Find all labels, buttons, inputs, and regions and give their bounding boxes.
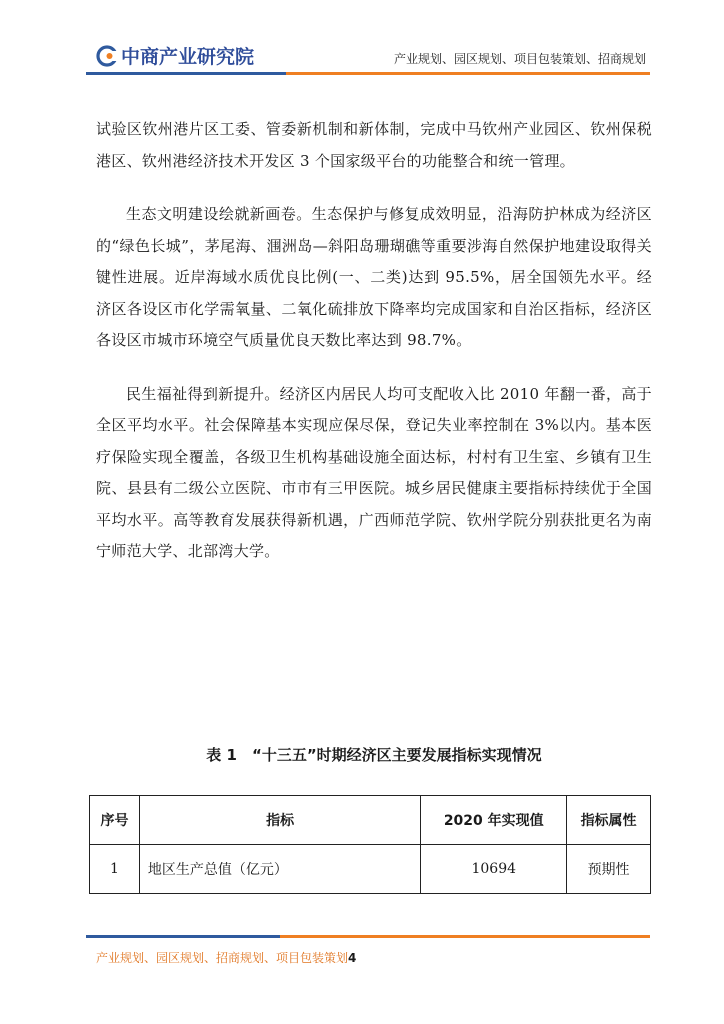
logo-mark-icon (96, 45, 118, 67)
footer-tagline: 产业规划、园区规划、招商规划、项目包装策划 (96, 951, 349, 965)
page-footer (0, 925, 724, 1024)
paragraph-3: 民生福祉得到新提升。经济区内居民人均可支配收入比 2010 年翻一番，高于全区平均水平。社会保障基本实现应保尽保，登记失业率控制在 3%以内。基本医疗保险实现全覆盖，各级卫生机构基础设施全面达标，村村有卫生室、乡镇有卫生院、县县有二级公立医院、市市有三甲医院。城乡居民健康主要指标持续优于全国平均水平。高等教育发展获得新机遇，广西师范学院、钦州学院分别获批更名为南宁师范大学、北部湾大学。 (96, 384, 652, 560)
column-header-no: 序号 (90, 796, 140, 845)
cell-indicator: 地区生产总值（亿元） (139, 845, 420, 894)
company-logo (96, 42, 254, 69)
cell-attribute: 预期性 (567, 845, 651, 894)
indicator-table (89, 795, 651, 894)
paragraph-1: 试验区钦州港片区工委、管委新机制和新体制，完成中马钦州产业园区、钦州保税港区、钦州港经济技术开发区 3 个国家级平台的功能整合和统一管理。 (96, 120, 652, 170)
header-tagline: 产业规划、园区规划、项目包装策划、招商规划 (393, 52, 646, 66)
cell-value: 10694 (421, 845, 567, 894)
footer-rule-blue (86, 935, 280, 938)
footer-rule-orange (280, 935, 650, 938)
header-rule-blue (86, 72, 286, 75)
document-body (96, 114, 652, 590)
logo-text: 中商产业研究院 (121, 46, 255, 68)
table-row (90, 845, 651, 894)
paragraph-2: 生态文明建设绘就新画卷。生态保护与修复成效明显，沿海防护林成为经济区的“绿色长城”，茅尾海、涠洲岛—斜阳岛珊瑚礁等重要涉海自然保护地建设取得关键性进展。近岸海域水质优良比例(一、二类)达到 95.5%，居全国领先水平。经济区各设区市化学需氧量、二氧化硫排放下降率均完成国家和自治区指标，经济区各设区市城市环境空气质量优良天数比率达到 98.7%。 (96, 205, 652, 349)
footer-text (96, 949, 356, 966)
table-title: 表 1 “十三五”时期经济区主要发展指标实现情况 (206, 746, 542, 764)
page-number: 4 (348, 951, 357, 965)
header-rule-orange (286, 72, 650, 75)
column-header-value: 2020 年实现值 (421, 796, 567, 845)
table-header-row (90, 796, 651, 845)
page-header (0, 0, 724, 84)
column-header-attribute: 指标属性 (567, 796, 651, 845)
cell-no: 1 (90, 845, 140, 894)
column-header-indicator: 指标 (139, 796, 420, 845)
